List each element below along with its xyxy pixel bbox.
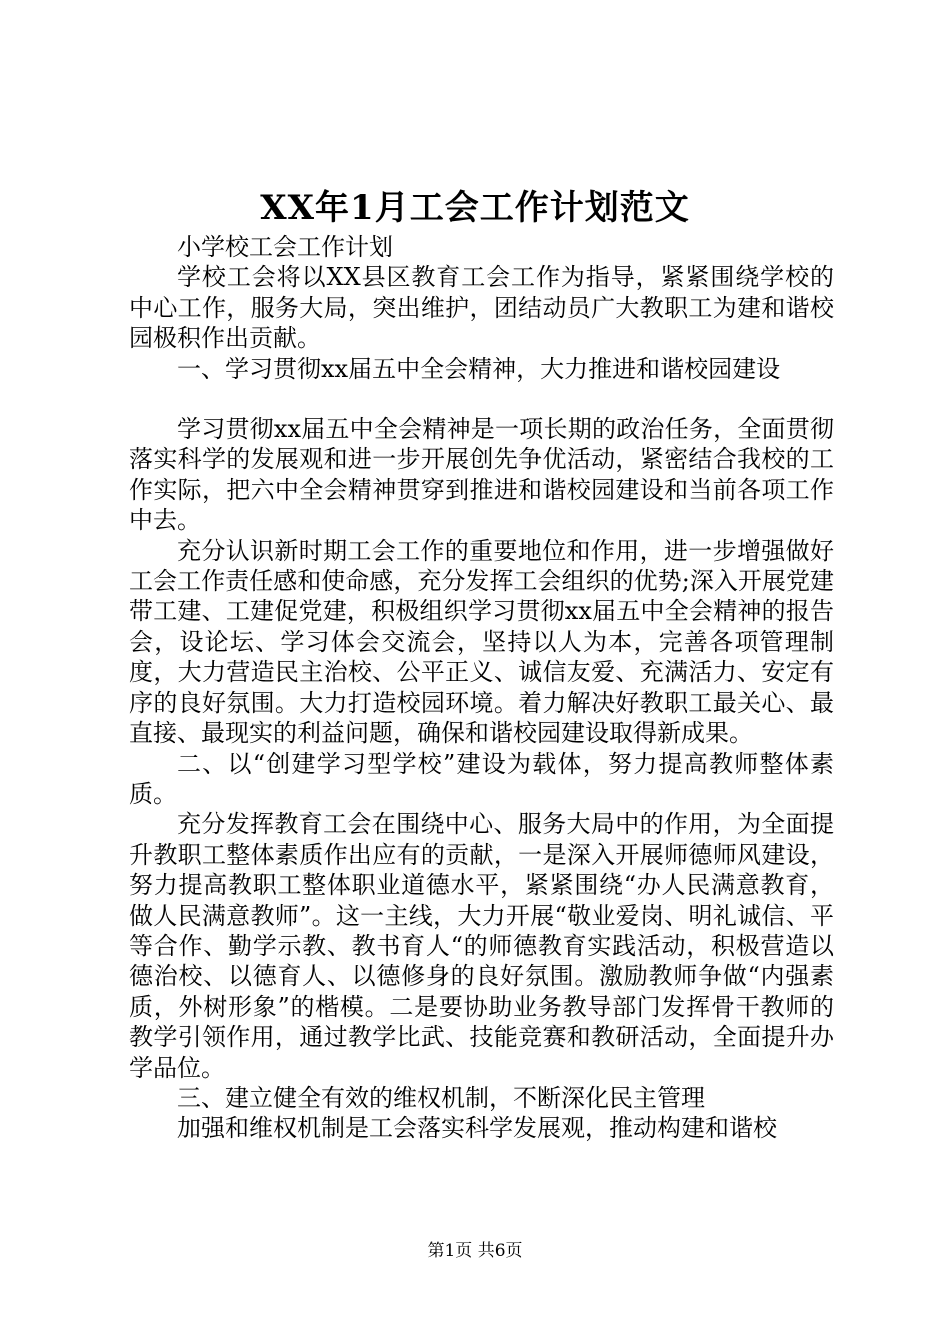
section-heading-1: 一、学习贯彻xx届五中全会精神，大力推进和谐校园建设 [177,354,781,383]
paragraph-section1-a: 学习贯彻xx届五中全会精神是一项长期的政治任务，全面贯彻落实科学的发展观和进一步开展创先争优活动，紧密结合我校的工作实际，把六中全会精神贯穿到推进和谐校园建设和当前各项工作中去。 [129,415,834,535]
paragraph-section3: 加强和维权机制是工会落实科学发展观，推动构建和谐校 [177,1114,777,1143]
paragraph-intro: 学校工会将以XX县区教育工会工作为指导，紧紧围绕学校的中心工作，服务大局，突出维护，团结动员广大教职工为建和谐校园极积作出贡献。 [129,263,834,353]
paragraph-section2: 充分发挥教育工会在围绕中心、服务大局中的作用，为全面提升教职工整体素质作出应有的贡献，一是深入开展师德师风建设，努力提高教职工整体职业道德水平，紧紧围绕“办人民满意教育，做人民满意教师”。这一主线，大力开展“敬业爱岗、明礼诚信、平等合作、勤学示教、教书育人“的师德教育实践活动，积极营造以德治校、以德育人、以德修身的良好氛围。激励教师争做“内强素质，外树形象”的楷模。二是要协助业务教导部门发挥骨干教师的教学引领作用，通过教学比武、技能竞赛和教研活动，全面提升办学品位。 [129,810,834,1082]
document-body [129,232,834,1144]
section-heading-3: 三、建立健全有效的维权机制，不断深化民主管理 [177,1083,705,1112]
paragraph-section1-b: 充分认识新时期工会工作的重要地位和作用，进一步增强做好工会工作责任感和使命感，充分发挥工会组织的优势;深入开展党建带工建、工建促党建，积极组织学习贯彻xx届五中全会精神的报告会，设论坛、学习体会交流会，坚持以人为本，完善各项管理制度，大力营造民主治校、公平正义、诚信友爱、充满活力、安定有序的良好氛围。大力打造校园环境。着力解决好教职工最关心、最直接、最现实的利益问题，确保和谐校园建设取得新成果。 [129,536,834,748]
section-heading-2: 二、以“创建学习型学校”建设为载体，努力提高教师整体素质。 [129,749,834,808]
paragraph-subtitle: 小学校工会工作计划 [177,233,393,261]
page-footer: 第1页 共6页 [427,1241,523,1261]
document-title: XX年1月工会工作计划范文 [260,188,690,228]
